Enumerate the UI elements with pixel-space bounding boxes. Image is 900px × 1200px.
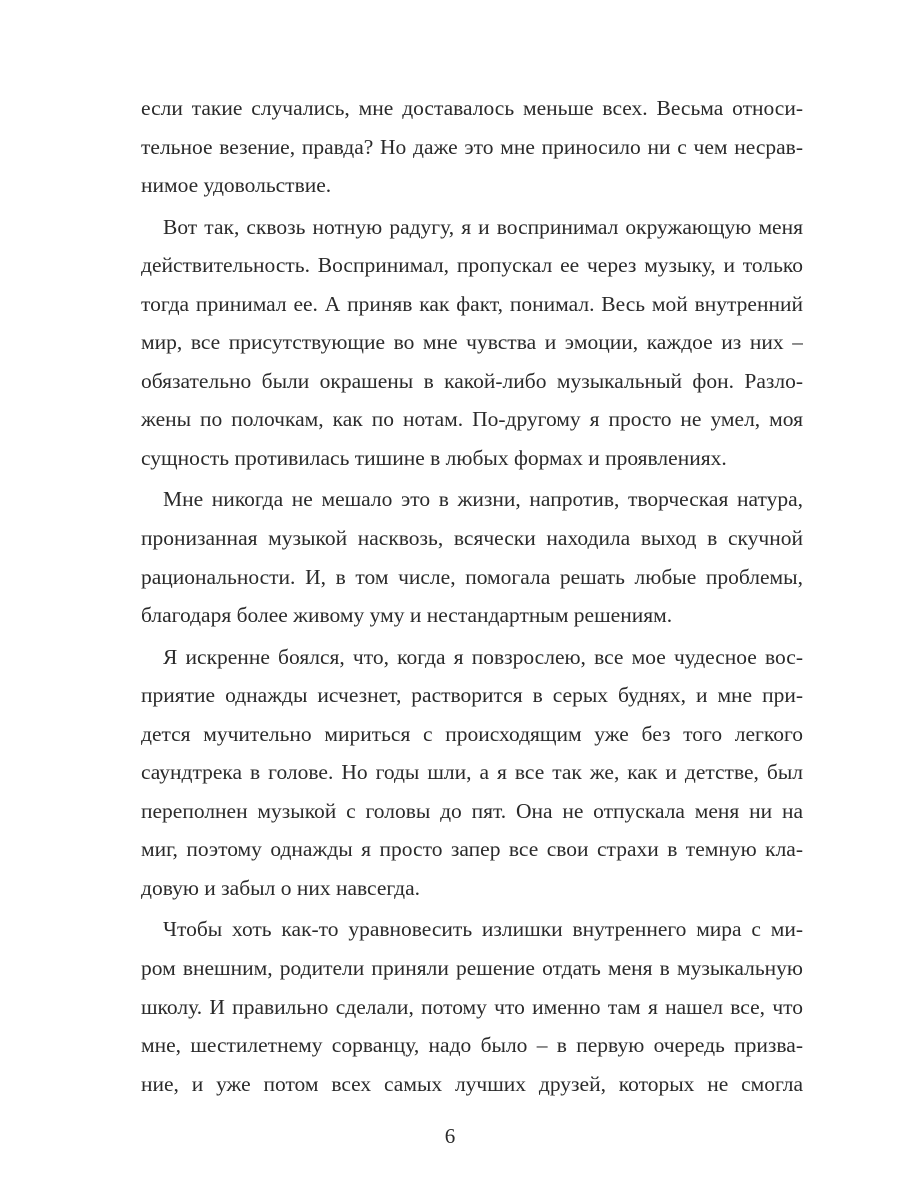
- text-line: Чтобы хоть как-то уравновесить излишки внутреннего мира с ми-: [163, 917, 803, 942]
- text-line: ром внешним, родители приняли решение отдать меня в музыкальную: [141, 956, 803, 981]
- text-line: жены по полочкам, как по нотам. По-другому я просто не умел, моя: [141, 407, 803, 432]
- text-line: саундтрека в голове. Но годы шли, а я все так же, как и детстве, был: [141, 760, 803, 785]
- text-line: приятие однажды исчезнет, растворится в серых буднях, и мне при-: [141, 683, 803, 708]
- text-line: обязательно были окрашены в какой-либо музыкальный фон. Разло-: [141, 368, 803, 393]
- page-number: 6: [444, 1124, 456, 1148]
- text-line: миг, поэтому однажды я просто запер все свои страхи в темную кла-: [141, 837, 803, 862]
- text-line: если такие случались, мне доставалось меньше всех. Весьма относи-: [141, 96, 803, 120]
- text-line: дется мучительно мириться с происходящим уже без того легкого: [141, 721, 803, 746]
- text-line: мир, все присутствующие во мне чувства и эмоции, каждое из них –: [141, 330, 803, 355]
- text-line: благодаря более живому уму и нестандартным решениям.: [141, 603, 673, 628]
- text-line: переполнен музыкой с головы до пят. Она не отпускала меня ни на: [141, 798, 803, 823]
- text-line: школу. И правильно сделали, потому что именно там я нашел все, что: [141, 994, 803, 1019]
- text-line: сущность противилась тишине в любых формах и проявлениях.: [141, 445, 727, 470]
- text-line: мне, шестилетнему сорванцу, надо было – в первую очередь призва-: [141, 1033, 803, 1058]
- text-line: нимое удовольствие.: [141, 173, 332, 198]
- text-line: довую и забыл о них навсегда.: [141, 875, 420, 900]
- text-line: Я искренне боялся, что, когда я повзрослею, все мое чудесное вос-: [163, 644, 803, 669]
- text-line: тельное везение, правда? Но даже это мне приносило ни с чем несрав-: [141, 134, 803, 159]
- text-line: пронизанная музыкой насквозь, всячески находила выход в скучной: [141, 526, 803, 551]
- page-body-text: [141, 89, 803, 1103]
- text-line: тогда принимал ее. А приняв как факт, понимал. Весь мой внутренний: [141, 291, 803, 316]
- text-line: рациональности. И, в том числе, помогала решать любые проблемы,: [141, 564, 803, 589]
- text-line: действительность. Воспринимал, пропускал ее через музыку, и только: [141, 253, 803, 278]
- text-line: Мне никогда не мешало это в жизни, напротив, творческая натура,: [163, 487, 803, 512]
- text-line: ние, и уже потом всех самых лучших друзей, которых не смогла: [141, 1071, 803, 1096]
- text-line: Вот так, сквозь нотную радугу, я и воспринимал окружающую меня: [163, 214, 803, 239]
